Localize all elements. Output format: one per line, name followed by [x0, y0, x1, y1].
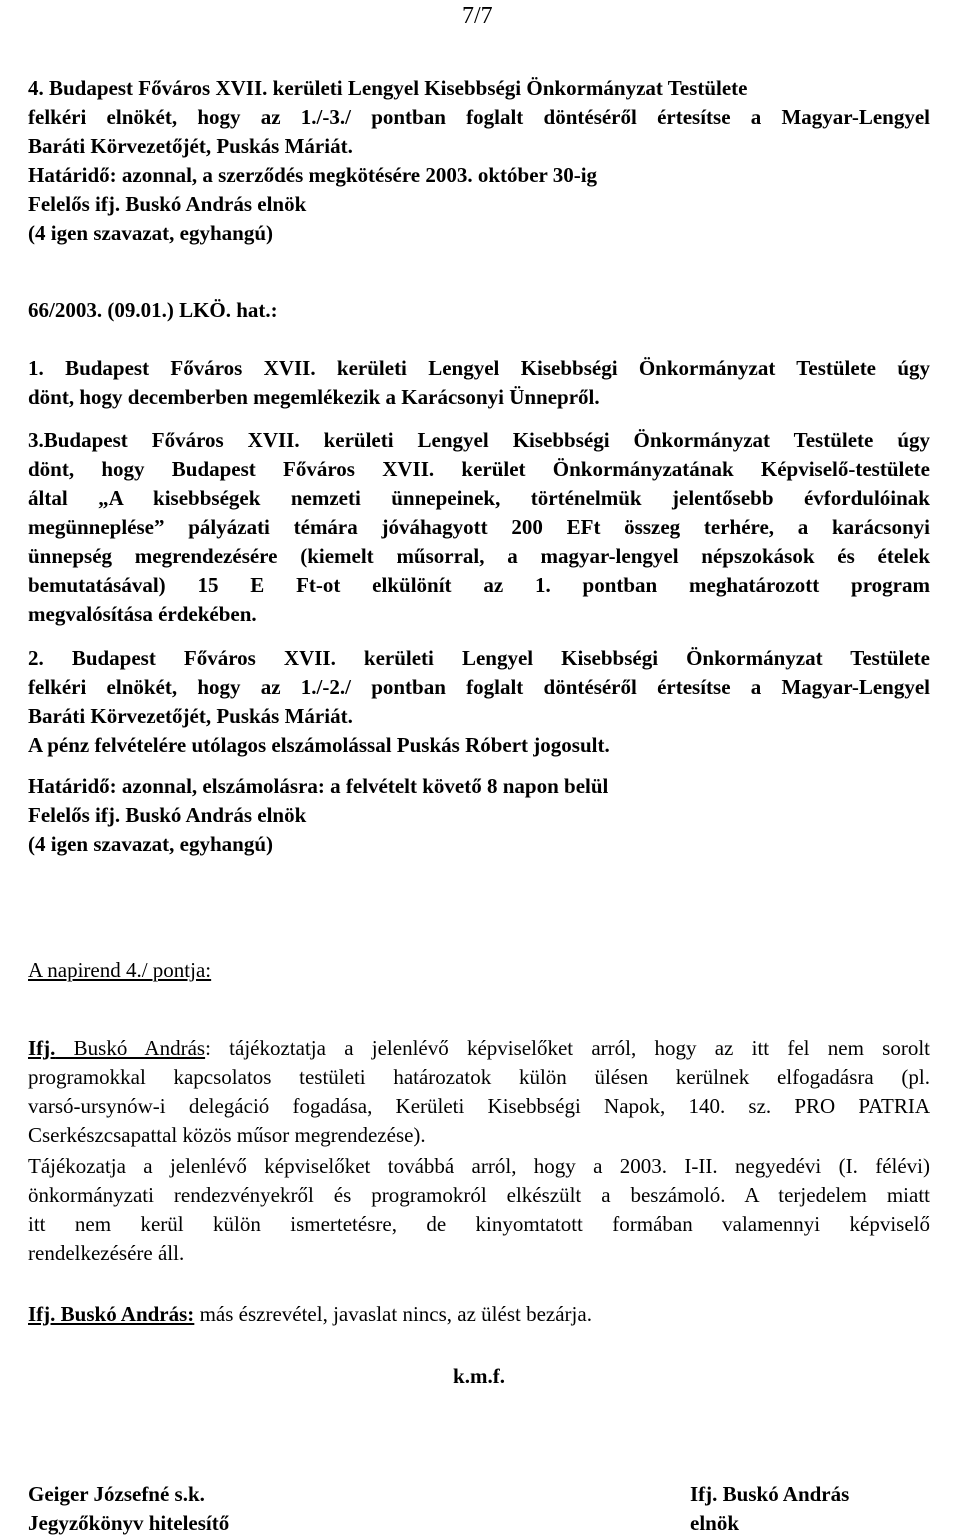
resolution-footer	[28, 772, 930, 859]
item-4-line-1: 4. Budapest Főváros XVII. kerületi Lengyel Kisebbségi Önkormányzat Testülete	[28, 76, 748, 100]
item-3-line-2: dönt, hogy Budapest Főváros XVII. kerület Önkormányzatának Képviselő-testülete	[28, 457, 930, 481]
signature-left-name: Geiger Józsefné s.k.	[28, 1482, 205, 1506]
agenda-para1-text-1: : tájékoztatja a jelenlévő képviselőket arról, hogy az itt fel nem sorolt	[205, 1036, 930, 1060]
agenda-para2-line-4: rendelkezésére áll.	[28, 1241, 185, 1265]
agenda-para1-line-3: varsó-ursynów-i delegáció fogadása, Kerületi Kisebbségi Napok, 140. sz. PRO PATRIA	[28, 1094, 930, 1118]
agenda-para2-line-3: itt nem kerül külön ismertetésre, de kinyomtatott formában valamennyi képviselő	[28, 1212, 930, 1236]
item-3-line-3: által „A kisebbségek nemzeti ünnepeinek, történelmük jelentősebb évfordulóinak	[28, 486, 930, 510]
agenda-para1-line-2: programokkal kapcsolatos testületi határozatok külön ülésen kerülnek elfogadásra (pl.	[28, 1065, 930, 1089]
item-4-line-3: Baráti Körvezetőjét, Puskás Máriát.	[28, 134, 353, 158]
deadline-2: Határidő: azonnal, elszámolásra: a felvételt követő 8 napon belül	[28, 774, 609, 798]
agenda-heading-text: A napirend 4./ pontja:	[28, 958, 212, 982]
signature-right-role: elnök	[690, 1511, 740, 1535]
item-1-line-2: dönt, hogy decemberben megemlékezik a Karácsonyi Ünnepről.	[28, 385, 600, 409]
responsible-2: Felelős ifj. Buskó András elnök	[28, 803, 307, 827]
signature-left-role: Jegyzőkönyv hitelesítő	[28, 1511, 230, 1535]
signature-right	[690, 1480, 849, 1538]
agenda-paragraph-2	[28, 1152, 930, 1268]
closing-text: más észrevétel, javaslat nincs, az ülést bezárja.	[194, 1302, 592, 1326]
item-3-line-1: 3.Budapest Főváros XVII. kerületi Lengyel Kisebbségi Önkormányzat Testülete úgy	[28, 428, 930, 452]
item-3-line-6: bemutatásával) 15 E Ft-ot elkülönít az 1. pontban meghatározott program	[28, 573, 930, 597]
item-2-line-2: felkéri elnökét, hogy az 1./-2./ pontban foglalt döntéséről értesítse a Magyar-Lengyel	[28, 675, 930, 699]
resolution-item-1	[28, 354, 930, 412]
item-3-line-5: ünnepség megrendezésére (kiemelt műsorral, a magyar-lengyel népszokások és ételek	[28, 544, 930, 568]
vote-2: (4 igen szavazat, egyhangú)	[28, 832, 273, 856]
vote-1: (4 igen szavazat, egyhangú)	[28, 221, 273, 245]
item-1-line-1: 1. Budapest Főváros XVII. kerületi Lengyel Kisebbségi Önkormányzat Testülete úgy	[28, 356, 930, 380]
agenda-para1-line-4: Cserkészcsapattal közös műsor megrendezése).	[28, 1123, 426, 1147]
agenda-para1-line-1	[28, 1034, 930, 1063]
item-4-block	[28, 74, 930, 248]
resolution-item-2	[28, 644, 930, 760]
item-3-line-4: megünneplése” pályázati témára jóváhagyott 200 EFt összeg terhére, a karácsonyi	[28, 515, 930, 539]
item-2-line-3: Baráti Körvezetőjét, Puskás Máriát.	[28, 704, 353, 728]
item-2-line-1: 2. Budapest Főváros XVII. kerületi Lengyel Kisebbségi Önkormányzat Testülete	[28, 646, 930, 670]
kmf: k.m.f.	[453, 1364, 505, 1388]
closing-line	[28, 1300, 930, 1329]
item-4-line-2: felkéri elnökét, hogy az 1./-3./ pontban foglalt döntéséről értesítse a Magyar-Lengyel	[28, 105, 930, 129]
deadline-1: Határidő: azonnal, a szerződés megkötésére 2003. október 30-ig	[28, 163, 598, 187]
item-3-line-7: megvalósítása érdekében.	[28, 602, 257, 626]
agenda-para2-line-1: Tájékozatja a jelenlévő képviselőket továbbá arról, hogy a 2003. I-II. negyedévi (I. félévi)	[28, 1154, 930, 1178]
item-2-line-4: A pénz felvételére utólagos elszámolással Puskás Róbert jogosult.	[28, 733, 610, 757]
speaker-name: Buskó András	[55, 1036, 206, 1060]
signature-right-name: Ifj. Buskó András	[690, 1482, 850, 1506]
agenda-paragraph-1	[28, 1034, 930, 1150]
agenda-heading	[28, 956, 930, 985]
responsible-1: Felelős ifj. Buskó András elnök	[28, 192, 307, 216]
closing-speaker: Ifj. Buskó András:	[28, 1302, 195, 1326]
signature-left	[28, 1480, 229, 1538]
resolution-item-3	[28, 426, 930, 629]
agenda-para2-line-2: önkormányzati rendezvényekről és programokról elkészült a beszámoló. A terjedelem miatt	[28, 1183, 930, 1207]
resolution-number: 66/2003. (09.01.) LKÖ. hat.:	[28, 298, 278, 322]
speaker-ifj: Ifj.	[28, 1036, 56, 1060]
page-number: 7/7	[462, 3, 493, 29]
